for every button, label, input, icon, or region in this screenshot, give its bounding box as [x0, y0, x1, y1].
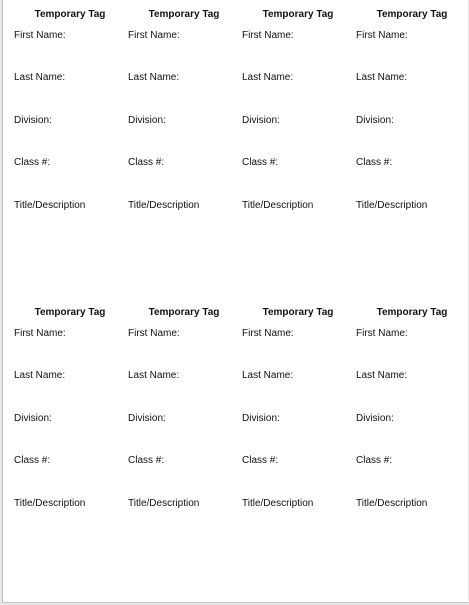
- first-name-label: First Name:: [128, 328, 180, 339]
- title-description-label: Title/Description: [242, 498, 314, 509]
- temporary-tag: [13, 0, 127, 240]
- division-label: Division:: [128, 115, 166, 126]
- division-label: Division:: [242, 413, 280, 424]
- last-name-label: Last Name:: [128, 370, 180, 381]
- temporary-tag: [355, 0, 469, 240]
- title-description-label: Title/Description: [128, 200, 200, 211]
- temporary-tag: [127, 298, 241, 538]
- division-label: Division:: [14, 115, 52, 126]
- tag-row-top: [3, 0, 469, 240]
- last-name-label: Last Name:: [128, 72, 180, 83]
- first-name-label: First Name:: [242, 328, 294, 339]
- last-name-label: Last Name:: [242, 72, 294, 83]
- division-label: Division:: [356, 413, 394, 424]
- first-name-label: First Name:: [242, 30, 294, 41]
- last-name-label: Last Name:: [14, 370, 66, 381]
- temporary-tag: [241, 298, 355, 538]
- first-name-label: First Name:: [14, 328, 66, 339]
- class-number-label: Class #:: [128, 455, 165, 466]
- tag-title: Temporary Tag: [148, 307, 220, 318]
- division-label: Division:: [14, 413, 52, 424]
- class-number-label: Class #:: [356, 455, 393, 466]
- title-description-label: Title/Description: [356, 498, 428, 509]
- first-name-label: First Name:: [128, 30, 180, 41]
- first-name-label: First Name:: [356, 30, 408, 41]
- division-label: Division:: [242, 115, 280, 126]
- temporary-tag: [13, 298, 127, 538]
- title-description-label: Title/Description: [14, 498, 86, 509]
- division-label: Division:: [356, 115, 394, 126]
- tag-title: Temporary Tag: [34, 9, 106, 20]
- class-number-label: Class #:: [242, 455, 279, 466]
- tag-title: Temporary Tag: [376, 307, 448, 318]
- tag-title: Temporary Tag: [148, 9, 220, 20]
- class-number-label: Class #:: [14, 157, 51, 168]
- tag-title: Temporary Tag: [262, 307, 334, 318]
- first-name-label: First Name:: [356, 328, 408, 339]
- last-name-label: Last Name:: [356, 72, 408, 83]
- class-number-label: Class #:: [14, 455, 51, 466]
- tag-title: Temporary Tag: [34, 307, 106, 318]
- class-number-label: Class #:: [242, 157, 279, 168]
- tag-title: Temporary Tag: [376, 9, 448, 20]
- temporary-tag: [355, 298, 469, 538]
- last-name-label: Last Name:: [14, 72, 66, 83]
- tag-title: Temporary Tag: [262, 9, 334, 20]
- title-description-label: Title/Description: [14, 200, 86, 211]
- title-description-label: Title/Description: [242, 200, 314, 211]
- last-name-label: Last Name:: [356, 370, 408, 381]
- tag-row-bottom: [3, 298, 469, 538]
- first-name-label: First Name:: [14, 30, 66, 41]
- last-name-label: Last Name:: [242, 370, 294, 381]
- document-page: [2, 0, 468, 603]
- temporary-tag: [127, 0, 241, 240]
- title-description-label: Title/Description: [128, 498, 200, 509]
- title-description-label: Title/Description: [356, 200, 428, 211]
- temporary-tag: [241, 0, 355, 240]
- class-number-label: Class #:: [128, 157, 165, 168]
- division-label: Division:: [128, 413, 166, 424]
- class-number-label: Class #:: [356, 157, 393, 168]
